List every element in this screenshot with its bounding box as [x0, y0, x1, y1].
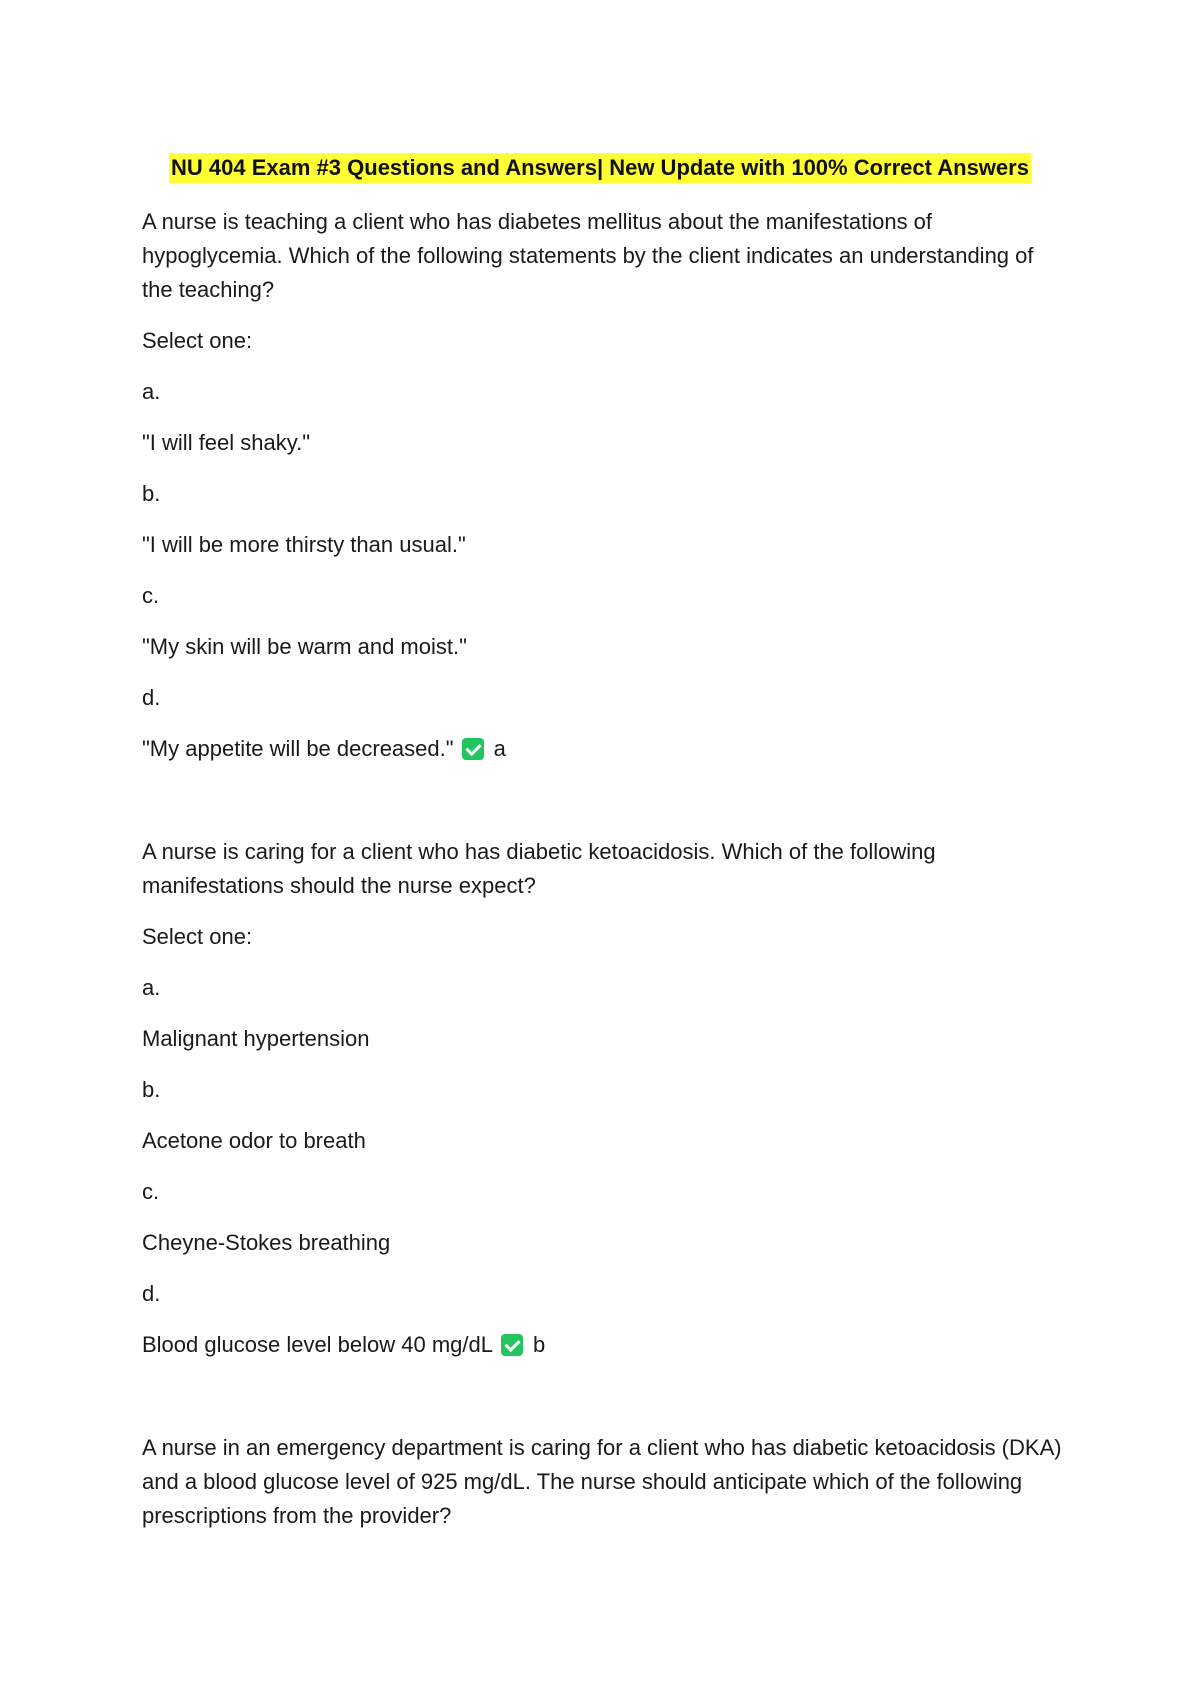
option-text-c: "My skin will be warm and moist." [142, 634, 467, 659]
option-text-b: "I will be more thirsty than usual." [142, 532, 466, 557]
option-text-c: Cheyne-Stokes breathing [142, 1230, 391, 1255]
option-letter-b: b. [142, 1077, 161, 1102]
question-text: A nurse is caring for a client who has diabetic ketoacidosis. Which of the following manifestations should the nurse expect? [142, 839, 936, 898]
option-text-d: Blood glucose level below 40 mg/dL [142, 1332, 494, 1357]
document-body [142, 205, 1062, 1550]
answer-line [142, 1328, 545, 1362]
check-icon [462, 738, 484, 760]
option-letter-c: c. [142, 583, 160, 608]
question-3 [142, 1431, 1062, 1533]
question-1 [142, 205, 1062, 766]
option-letter-d: d. [142, 1281, 161, 1306]
select-one-label: Select one: [142, 924, 253, 949]
option-line-d [142, 732, 1062, 766]
option-letter-b: b. [142, 481, 161, 506]
document-title: NU 404 Exam #3 Questions and Answers| New Update with 100% Correct Answers [169, 153, 1031, 183]
question-spacer [142, 1379, 1062, 1431]
option-text-b: Acetone odor to breath [142, 1128, 366, 1153]
answer-line [142, 732, 506, 766]
question-text: A nurse is teaching a client who has diabetes mellitus about the manifestations of hypoglycemia. Which of the following statements by the client indicates an understanding of the teaching? [142, 209, 1034, 302]
option-letter-d: d. [142, 685, 161, 710]
title-wrapper [0, 153, 1200, 183]
answer-key: a [493, 736, 506, 761]
option-letter-a: a. [142, 379, 161, 404]
option-line-d [142, 1328, 1062, 1362]
option-letter-c: c. [142, 1179, 160, 1204]
option-text-a: "I will feel shaky." [142, 430, 311, 455]
select-one-label: Select one: [142, 328, 253, 353]
option-text-d: "My appetite will be decreased." [142, 736, 454, 761]
option-letter-a: a. [142, 975, 161, 1000]
check-icon [501, 1334, 523, 1356]
question-text: A nurse in an emergency department is caring for a client who has diabetic ketoacidosis (DKA) and a blood glucose level of 925 mg/dL. The nurse should anticipate which of the following prescriptions from the provider? [142, 1435, 1062, 1528]
option-text-a: Malignant hypertension [142, 1026, 370, 1051]
question-spacer [142, 783, 1062, 835]
question-2 [142, 835, 1062, 1362]
answer-key: b [533, 1332, 546, 1357]
